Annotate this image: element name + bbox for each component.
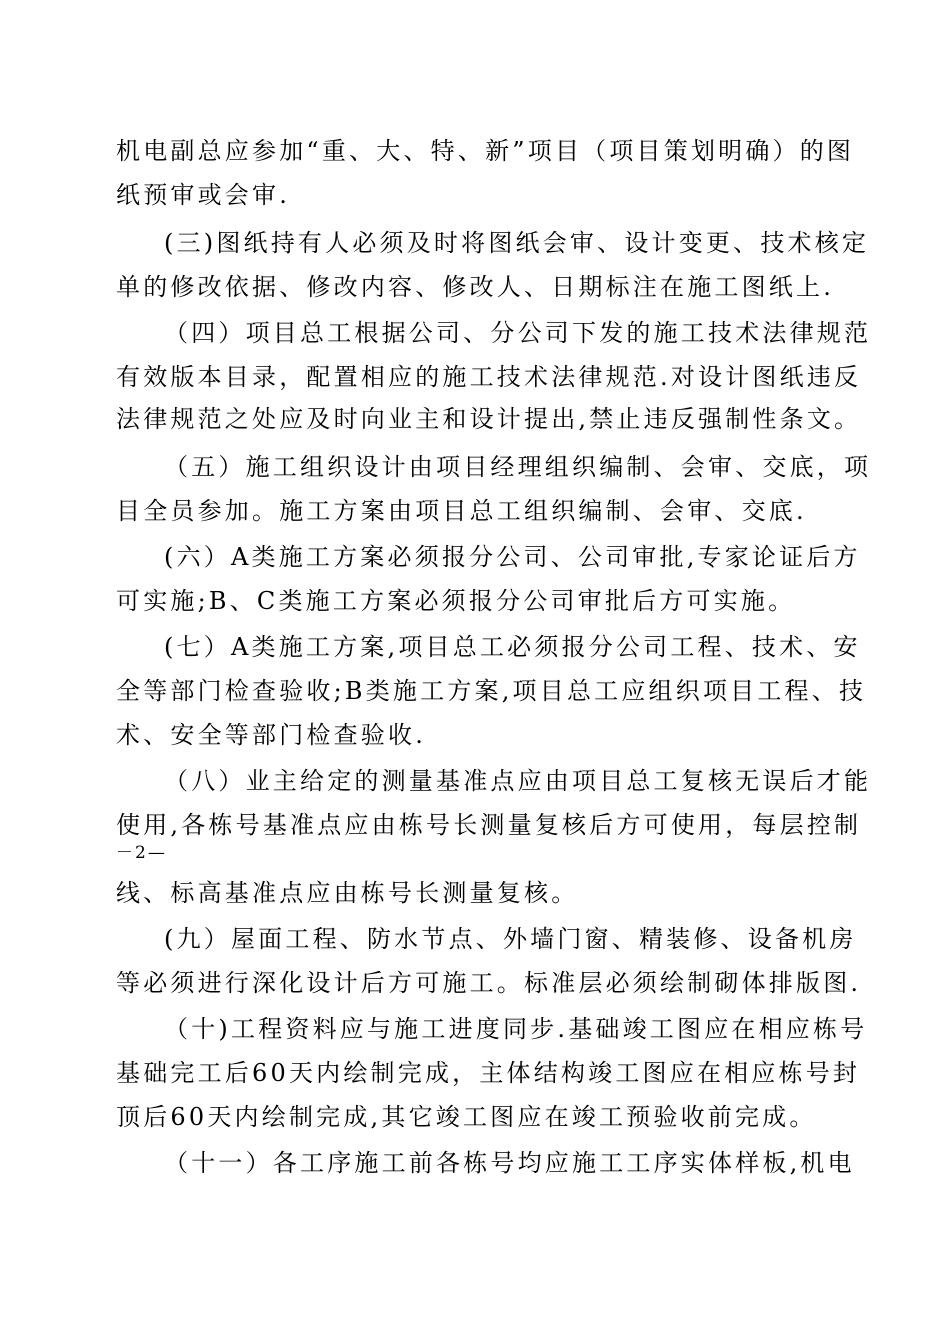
text-line: 法律规范之处应及时向业主和设计提出,禁止违反强制性条文。 — [116, 405, 862, 433]
text-line: 全等部门检查验收;B类施工方案,项目总工应组织项目工程、技 — [116, 677, 867, 705]
text-line: 目全员参加。施工方案由项目总工组织编制、会审、交底. — [116, 497, 807, 525]
text-line: （八）业主给定的测量基准点应由项目总工复核无误后才能 — [164, 767, 872, 795]
text-line: 纸预审或会审. — [116, 181, 291, 209]
text-line: （十)工程资料应与施工进度同步.基础竣工图应在相应栋号 — [164, 1015, 868, 1043]
text-line: 可实施;B、C类施工方案必须报分公司审批后方可实施。 — [116, 587, 796, 615]
text-line: (七）A类施工方案,项目总工必须报分公司工程、技术、安 — [164, 633, 861, 661]
text-line: 使用,各栋号基准点应由栋号长测量复核后方可使用，每层控制 — [116, 811, 862, 839]
text-line: 顶后60天内绘制完成,其它竣工图应在竣工预验收前完成。 — [116, 1103, 817, 1131]
text-line: 有效版本目录，配置相应的施工技术法律规范.对设计图纸违反 — [116, 363, 862, 391]
text-line: 术、安全等部门检查验收. — [116, 721, 427, 749]
text-line: 线、标高基准点应由栋号长测量复核。 — [116, 879, 579, 907]
text-line: （四）项目总工根据公司、分公司下发的施工技术法律规范 — [164, 319, 872, 347]
text-line: (六）A类施工方案必须报分公司、公司审批,专家论证后方 — [164, 543, 861, 571]
text-line: (三)图纸持有人必须及时将图纸会审、设计变更、技术核定 — [164, 229, 870, 257]
text-line: (九）屋面工程、防水节点、外墙门窗、精装修、设备机房 — [164, 925, 857, 953]
text-line: （十一）各工序施工前各栋号均应施工工序实体样板,机电 — [164, 1149, 855, 1177]
page-number: －2— — [116, 843, 167, 863]
text-line: 等必须进行深化设计后方可施工。标准层必须绘制砌体排版图. — [116, 969, 862, 997]
text-line: 基础完工后60天内绘制完成，主体结构竣工图应在相应栋号封 — [116, 1059, 861, 1087]
text-line: 机电副总应参加“重、大、特、新”项目（项目策划明确）的图 — [116, 137, 855, 165]
text-line: 单的修改依据、修改内容、修改人、日期标注在施工图纸上. — [116, 273, 835, 301]
text-line: （五）施工组织设计由项目经理组织编制、会审、交底，项 — [164, 453, 872, 481]
